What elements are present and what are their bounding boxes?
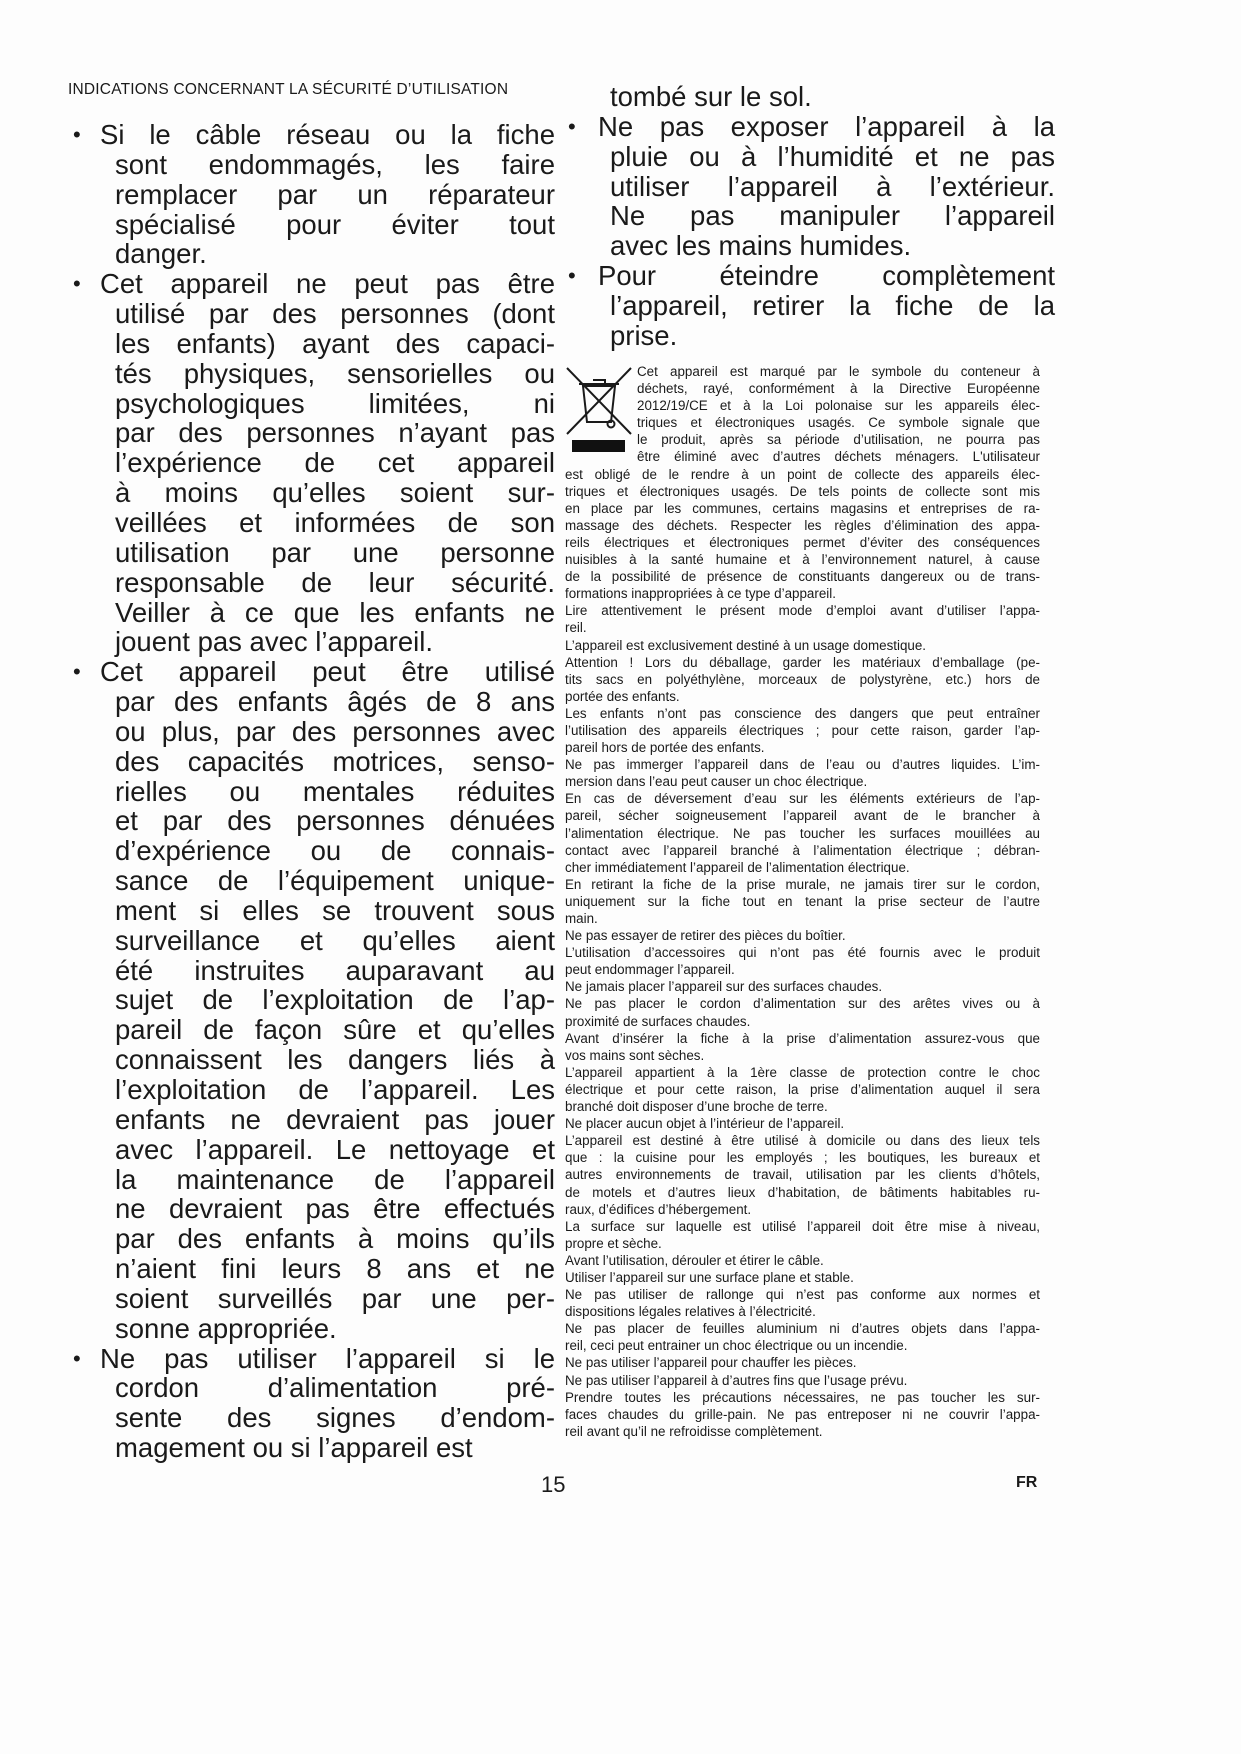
safety-paragraph bbox=[565, 927, 1040, 944]
safety-paragraph bbox=[565, 1320, 1040, 1354]
text-line: 2012/19/CE et à la Loi polonaise sur les appareils élec- bbox=[637, 398, 1040, 414]
text-line: Ne pas utiliser l’appareil si le bbox=[100, 1342, 555, 1374]
text-line: Avant l’utilisation, dérouler et étirer le câble. bbox=[565, 1252, 824, 1268]
text-line: faces chaudes du grille-pain. Ne pas entreposer ni ne couvrir l’appa- bbox=[565, 1406, 1040, 1422]
text-line: ment si elles se trouvent sous bbox=[115, 894, 555, 926]
text-line: propre et sèche. bbox=[565, 1235, 662, 1251]
text-line: autres environnements de travail, utilisation par les clients d’hôtels, bbox=[565, 1167, 1040, 1183]
safety-paragraph bbox=[565, 995, 1040, 1029]
text-line: prise. bbox=[610, 319, 678, 351]
text-line: vos mains sont sèches. bbox=[565, 1047, 705, 1063]
text-line: contact avec l’appareil branché à l’alimentation électrique ; débran- bbox=[565, 842, 1040, 858]
text-line: Cet appareil est marqué par le symbole du conteneur à bbox=[637, 364, 1040, 379]
safety-paragraph bbox=[565, 1252, 1040, 1269]
text-line: avec l’appareil. Le nettoyage et bbox=[115, 1133, 555, 1165]
text-line: à moins qu’elles soient sur- bbox=[115, 477, 555, 509]
text-line: rielles ou mentales réduites bbox=[115, 775, 555, 807]
text-line: cher immédiatement l’appareil de l’alimentation électrique. bbox=[565, 859, 910, 875]
text-line: Attention ! Lors du déballage, garder les matériaux d’emballage (pe- bbox=[565, 654, 1040, 670]
text-line: enfants ne devraient pas jouer bbox=[115, 1103, 555, 1135]
text-line: branché doit disposer d’une broche de terre. bbox=[565, 1099, 828, 1115]
text-line: danger. bbox=[115, 238, 207, 270]
text-line: pareil, sécher soigneusement l’appareil avant de le brancher à bbox=[565, 808, 1040, 824]
text-line: Ne pas utiliser l’appareil à d’autres fins que l’usage prévu. bbox=[565, 1372, 908, 1388]
text-line: de la possibilité de présence de constituants dangereux ou de trans- bbox=[565, 569, 1040, 585]
safety-paragraph bbox=[565, 944, 1040, 978]
text-line: Pour éteindre complètement bbox=[598, 260, 1055, 292]
text-line: déchets, rayé, conformément à la Directive Européenne bbox=[637, 381, 1040, 397]
bullet-icon: • bbox=[73, 122, 81, 147]
text-line: mersion dans l’eau peut causer un choc électrique. bbox=[565, 774, 868, 790]
bullet-item bbox=[0, 657, 555, 1343]
text-line: La surface sur laquelle est utilisé l’appareil doit être mise à niveau, bbox=[565, 1218, 1040, 1234]
text-line: Ne pas utiliser l’appareil pour chauffer les pièces. bbox=[565, 1355, 857, 1371]
text-line: En retirant la fiche de la prise murale, ne jamais tirer sur le cordon, bbox=[565, 876, 1040, 892]
text-line: Ne pas immerger l’appareil dans de l’eau ou d’autres liquides. L’im- bbox=[565, 757, 1040, 773]
safety-paragraph bbox=[565, 654, 1040, 705]
text-line: l’utilisation des appareils électriques ; pour cette raison, garder l’ap- bbox=[565, 722, 1040, 738]
safety-paragraph bbox=[565, 602, 1040, 636]
text-line: Ne pas placer le cordon d’alimentation sur des arêtes vives ou à bbox=[565, 996, 1040, 1012]
text-line: Ne pas manipuler l’appareil bbox=[610, 200, 1055, 232]
weee-disposal-notice bbox=[565, 363, 1040, 602]
safety-paragraph bbox=[565, 1269, 1040, 1286]
text-line: magement ou si l’appareil est bbox=[115, 1432, 473, 1464]
text-line: L’appareil est destiné à être utilisé à domicile ou dans des lieux tels bbox=[565, 1133, 1040, 1149]
text-line: psychologiques limitées, ni bbox=[115, 387, 555, 419]
text-line: utiliser l’appareil à l’extérieur. bbox=[610, 170, 1055, 202]
safety-paragraph bbox=[565, 978, 1040, 995]
text-line: pluie ou à l’humidité et ne pas bbox=[610, 140, 1055, 172]
safety-paragraph bbox=[565, 705, 1040, 756]
safety-paragraph bbox=[565, 790, 1040, 875]
text-line: Utiliser l’appareil sur une surface plane et stable. bbox=[565, 1269, 854, 1285]
text-line: ne devraient pas être effectués bbox=[115, 1193, 555, 1225]
text-line: veillées et informées de son bbox=[115, 506, 555, 538]
bullet-icon: • bbox=[73, 271, 81, 297]
text-line: soient surveillés par une per- bbox=[115, 1282, 555, 1314]
text-line: responsable de leur sécurité. bbox=[115, 566, 555, 598]
text-line: sente des signes d’endom- bbox=[115, 1402, 555, 1434]
text-line: raux, d’édifices d’hébergement. bbox=[565, 1201, 752, 1217]
text-line: Ne pas utiliser de rallonge qui n’est pas conforme aux normes et bbox=[565, 1287, 1040, 1303]
text-line: Ne placer aucun objet à l’intérieur de l’appareil. bbox=[565, 1116, 845, 1132]
text-line: tits sacs en polyéthylène, morceaux de polystyrène, etc.) hors de bbox=[565, 671, 1040, 687]
text-line: l’expérience de cet appareil bbox=[115, 447, 555, 479]
text-line: proximité de surfaces chaudes. bbox=[565, 1013, 751, 1029]
text-line: L’appareil est exclusivement destiné à un usage domestique. bbox=[565, 637, 927, 653]
text-line: reil, ceci peut entrainer un choc électrique ou un incendie. bbox=[565, 1338, 908, 1354]
text-line: Veiller à ce que les enfants ne bbox=[115, 596, 555, 628]
text-line: spécialisé pour éviter tout bbox=[115, 208, 555, 240]
safety-paragraph bbox=[565, 1115, 1040, 1132]
text-line: Cet appareil peut être utilisé bbox=[100, 656, 555, 688]
text-line: avec les mains humides. bbox=[610, 230, 912, 262]
text-line: Si le câble réseau ou la fiche bbox=[100, 119, 555, 150]
text-line: la maintenance de l’appareil bbox=[115, 1163, 555, 1195]
text-line: des capacités motrices, senso- bbox=[115, 745, 555, 777]
text-line: par des personnes n’ayant pas bbox=[115, 417, 555, 449]
bullet-icon: • bbox=[73, 659, 81, 685]
text-line: le produit, après sa période d’utilisation, ne pourra pas bbox=[637, 432, 1040, 448]
text-line: utilisation par une personne bbox=[115, 536, 555, 568]
right-column-bullets bbox=[0, 82, 1055, 351]
text-line: l’appareil, retirer la fiche de la bbox=[610, 289, 1055, 321]
text-line: en place par les communes, certains magasins et entreprises de ra- bbox=[565, 500, 1040, 516]
text-line: uniquement sur la fiche tout en tenant la prise secteur de l’autre bbox=[565, 893, 1040, 909]
text-line: par des enfants à moins qu’ils bbox=[115, 1223, 555, 1255]
text-line: Ne jamais placer l’appareil sur des surfaces chaudes. bbox=[565, 979, 883, 995]
safety-paragraph bbox=[565, 876, 1040, 927]
text-line: remplacer par un réparateur bbox=[115, 178, 555, 210]
text-line: peut endommager l’appareil. bbox=[565, 962, 735, 978]
text-line: l’exploitation de l’appareil. Les bbox=[115, 1074, 555, 1105]
text-line: tombé sur le sol. bbox=[610, 81, 812, 112]
safety-paragraph bbox=[565, 1064, 1040, 1115]
bullet-icon: • bbox=[73, 1345, 81, 1371]
text-line: L’appareil appartient à la 1ère classe de protection contre le choc bbox=[565, 1064, 1040, 1080]
safety-paragraph bbox=[565, 1218, 1040, 1252]
text-line: Lire attentivement le présent mode d’emploi avant d’utiliser l’appa- bbox=[565, 603, 1040, 619]
text-line: Cet appareil ne peut pas être bbox=[100, 268, 555, 300]
text-line: reil. bbox=[565, 620, 587, 636]
text-line: électrique et pour cette raison, la prise d’alimentation auquel il sera bbox=[565, 1081, 1040, 1097]
safety-paragraph bbox=[565, 1354, 1040, 1371]
text-line: Ne pas exposer l’appareil à la bbox=[598, 110, 1055, 142]
text-line: Prendre toutes les précautions nécessaires, ne pas toucher les sur- bbox=[565, 1389, 1040, 1405]
text-line: pareil de façon sûre et qu’elles bbox=[115, 1014, 555, 1046]
text-line: sonne appropriée. bbox=[115, 1312, 337, 1344]
text-line: n’aient fini leurs 8 ans et ne bbox=[115, 1253, 555, 1285]
language-code: FR bbox=[1016, 1474, 1038, 1491]
text-line: formations inappropriées à ce type d’appareil. bbox=[565, 586, 836, 602]
text-line: tés physiques, sensorielles ou bbox=[115, 357, 555, 389]
bullet-item bbox=[0, 1344, 555, 1463]
text-line: utilisé par des personnes (dont bbox=[115, 298, 555, 330]
bullet-icon: • bbox=[568, 263, 576, 289]
text-line: Ne pas essayer de retirer des pièces du boîtier. bbox=[565, 928, 846, 944]
safety-paragraph bbox=[565, 1286, 1040, 1320]
text-line: portée des enfants. bbox=[565, 688, 680, 704]
text-line: main. bbox=[565, 911, 598, 926]
bullet-icon: • bbox=[568, 113, 576, 139]
text-line: jouent pas avec l’appareil. bbox=[115, 626, 433, 658]
text-line: connaissent les dangers liés à bbox=[115, 1044, 555, 1076]
text-line: sujet de l’exploitation de l’ap- bbox=[115, 984, 555, 1016]
text-line: l’alimentation électrique. Ne pas toucher les surfaces mouillées au bbox=[565, 825, 1040, 841]
text-line: ou plus, par des personnes avec bbox=[115, 715, 555, 747]
text-line: Avant d’insérer la fiche à la prise d’alimentation assurez-vous que bbox=[565, 1030, 1040, 1046]
text-line: cordon d’alimentation pré- bbox=[115, 1372, 555, 1404]
page-number: 15 bbox=[541, 1472, 566, 1497]
text-line: d’expérience ou de connais- bbox=[115, 835, 555, 867]
text-line: triques et électroniques usagés. De tels points de collecte sont mis bbox=[565, 483, 1040, 499]
safety-paragraph bbox=[565, 1372, 1040, 1389]
text-line: reil avant qu’il ne refroidisse complètement. bbox=[565, 1423, 823, 1439]
text-line: sont endommagés, les faire bbox=[115, 148, 555, 180]
safety-paragraph bbox=[565, 1030, 1040, 1064]
text-line: reils électriques et électroniques permet d’éviter des conséquences bbox=[565, 534, 1040, 550]
text-line: nuisibles à la santé humaine et à l’environnement naturel, à cause bbox=[565, 552, 1040, 568]
safety-paragraph bbox=[565, 1389, 1040, 1440]
text-line: été instruites auparavant au bbox=[115, 954, 555, 986]
text-line: triques et électroniques usagés. Ce symbole signale que bbox=[637, 415, 1040, 431]
safety-paragraph bbox=[565, 637, 1040, 654]
text-line: être éliminé avec d’autres déchets ménagers. L'utilisateur bbox=[637, 449, 1040, 465]
text-line: et par des personnes dénuées bbox=[115, 805, 555, 837]
text-line: En cas de déversement d’eau sur les éléments extérieurs de l’ap- bbox=[565, 791, 1040, 807]
text-line: est obligé de le rendre à un point de collecte des appareils élec- bbox=[565, 466, 1040, 482]
bullet-item bbox=[0, 112, 1055, 261]
text-line: dispositions légales relatives à l’électricité. bbox=[565, 1304, 816, 1320]
text-line: de motels et d’autres lieux d’habitation, de bâtiments habitables ru- bbox=[565, 1184, 1040, 1200]
continued-bullet-text bbox=[0, 82, 1055, 112]
right-column-notices bbox=[565, 363, 1040, 1440]
bullet-item bbox=[0, 261, 1055, 351]
text-line: Les enfants n’ont pas conscience des dangers que peut entraîner bbox=[565, 705, 1040, 721]
safety-paragraph bbox=[565, 756, 1040, 790]
text-line: par des enfants âgés de 8 ans bbox=[115, 686, 555, 718]
section-header: INDICATIONS CONCERNANT LA SÉCURITÉ D’UTILISATION bbox=[68, 81, 509, 98]
text-line: que : la cuisine pour les employés ; les boutiques, les bureaux et bbox=[565, 1150, 1040, 1166]
text-line: L’utilisation d’accessoires qui n’ont pas été fournis avec le produit bbox=[565, 945, 1040, 961]
text-line: sance de l’équipement unique- bbox=[115, 865, 555, 897]
text-line: pareil hors de portée des enfants. bbox=[565, 740, 765, 756]
text-line: Ne pas placer de feuilles aluminium ni d’autres objets dans l’appa- bbox=[565, 1321, 1040, 1337]
text-line: surveillance et qu’elles aient bbox=[115, 924, 555, 956]
safety-paragraph bbox=[565, 1132, 1040, 1217]
text-line: les enfants) ayant des capaci- bbox=[115, 327, 555, 359]
text-line: massage des déchets. Respecter les règles d’élimination des appa- bbox=[565, 517, 1040, 533]
